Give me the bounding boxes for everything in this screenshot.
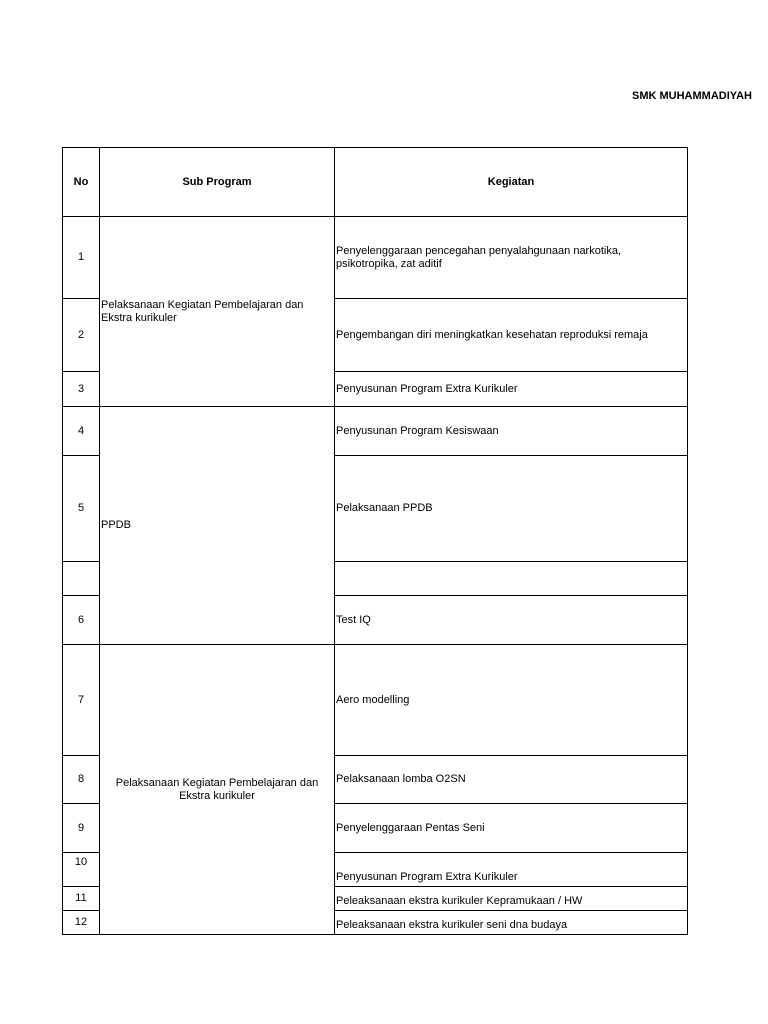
- kegiatan-cell: Penyelenggaraan pencegahan penyalahgunaan narkotika, psikotropika, zat aditif: [334, 216, 688, 299]
- row-number: 12: [62, 910, 100, 935]
- kegiatan-cell: Pelaksanaan lomba O2SN: [334, 755, 688, 804]
- row-number: 11: [62, 886, 100, 911]
- row-number: 9: [62, 803, 100, 853]
- kegiatan-cell: [334, 561, 688, 596]
- kegiatan-cell: Test IQ: [334, 595, 688, 645]
- row-number: 8: [62, 755, 100, 804]
- kegiatan-cell: Penyelenggaraan Pentas Seni: [334, 803, 688, 853]
- kegiatan-cell: Penyusunan Program Kesiswaan: [334, 406, 688, 456]
- sub-program-cell: Pelaksanaan Kegiatan Pembelajaran dan Ekstra kurikuler: [99, 644, 335, 935]
- kegiatan-cell: Pelaksanaan PPDB: [334, 455, 688, 562]
- header-sub-program: Sub Program: [99, 147, 335, 217]
- row-number: 10: [62, 852, 100, 887]
- row-number: 7: [62, 644, 100, 756]
- header-no: No: [62, 147, 100, 217]
- kegiatan-cell: Peleaksanaan ekstra kurikuler seni dna budaya: [334, 910, 688, 935]
- header-kegiatan: Kegiatan: [334, 147, 688, 217]
- row-number: 4: [62, 406, 100, 456]
- kegiatan-cell: Penyusunan Program Extra Kurikuler: [334, 371, 688, 407]
- sub-program-cell: PPDB: [99, 406, 335, 645]
- kegiatan-cell: Aero modelling: [334, 644, 688, 756]
- row-number: 6: [62, 595, 100, 645]
- row-number: 2: [62, 298, 100, 372]
- kegiatan-cell: Pengembangan diri meningkatkan kesehatan reproduksi remaja: [334, 298, 688, 372]
- kegiatan-cell: Penyusunan Program Extra Kurikuler: [334, 852, 688, 887]
- school-title: SMK MUHAMMADIYAH: [632, 90, 752, 102]
- sub-program-cell: Pelaksanaan Kegiatan Pembelajaran dan Ekstra kurikuler: [99, 216, 335, 407]
- kegiatan-cell: Peleaksanaan ekstra kurikuler Kepramukaan / HW: [334, 886, 688, 911]
- row-number: 3: [62, 371, 100, 407]
- row-number: 5: [62, 455, 100, 562]
- row-number: 1: [62, 216, 100, 299]
- row-number: [62, 561, 100, 596]
